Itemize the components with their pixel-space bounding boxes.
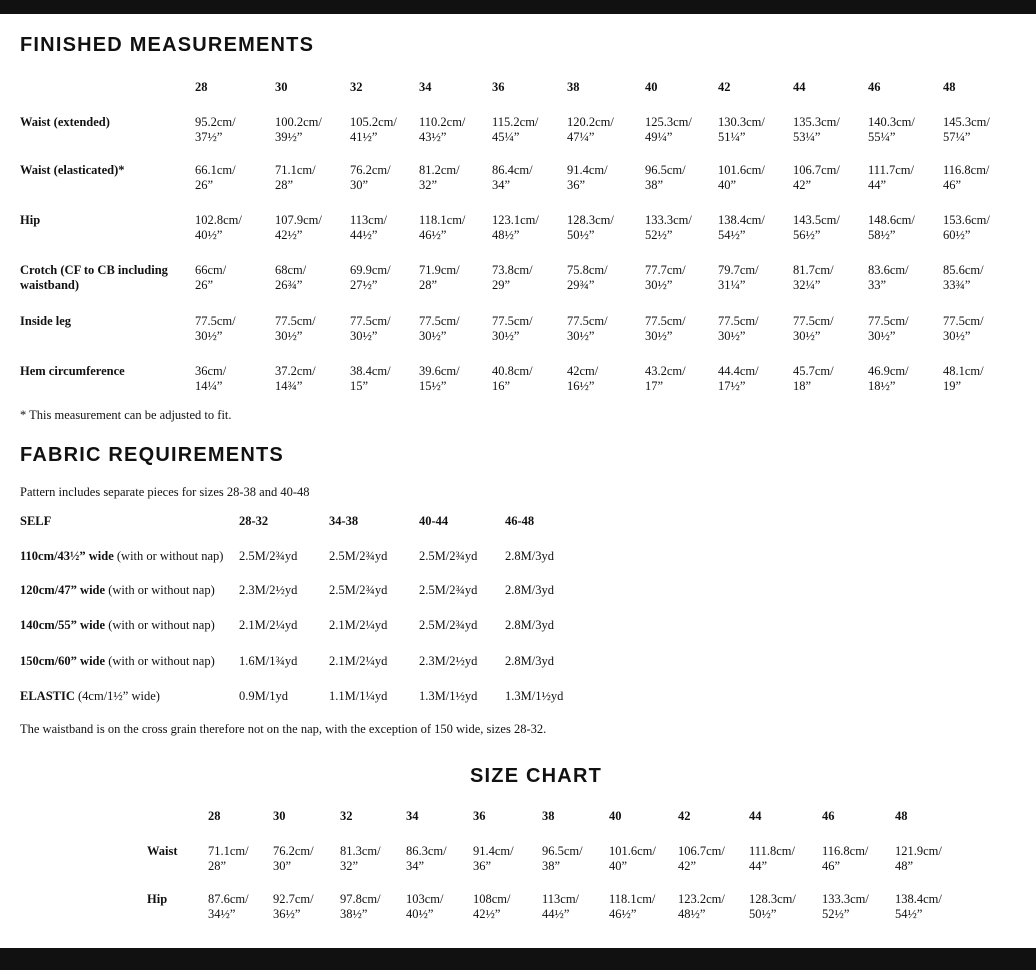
size-chart-cell: 128.3cm/ 50½” — [749, 892, 796, 921]
measurement-cell: 46.9cm/ 18½” — [868, 364, 909, 393]
measurement-cell: 113cm/ 44½” — [350, 213, 388, 242]
fabric-width-detail: (with or without nap) — [105, 654, 215, 668]
measurement-cell: 77.5cm/ 30½” — [275, 314, 316, 343]
size-chart-cell: 76.2cm/ 30” — [273, 844, 314, 873]
fabric-row-label — [20, 583, 215, 598]
fabric-amount-cell: 2.5M/2¾yd — [329, 549, 388, 563]
row-label: Crotch (CF to CB including waistband) — [20, 263, 168, 292]
measurement-cell: 130.3cm/ 51¼” — [718, 115, 765, 144]
row-label: Hip — [20, 213, 41, 227]
size-chart-header: 32 — [340, 809, 353, 823]
size-chart-cell: 123.2cm/ 48½” — [678, 892, 725, 921]
measurement-cell: 95.2cm/ 37½” — [195, 115, 236, 144]
measurement-cell: 85.6cm/ 33¾” — [943, 263, 984, 292]
fabric-width-detail: (with or without nap) — [105, 618, 215, 632]
size-header: 40 — [645, 80, 658, 94]
measurement-cell: 37.2cm/ 14¾” — [275, 364, 316, 393]
fabric-amount-cell: 1.3M/1½yd — [505, 689, 564, 703]
measurement-cell: 133.3cm/ 52½” — [645, 213, 692, 242]
measurement-cell: 43.2cm/ 17” — [645, 364, 686, 393]
size-chart-header: 44 — [749, 809, 762, 823]
measurement-cell: 77.5cm/ 30½” — [943, 314, 984, 343]
size-chart-header: 30 — [273, 809, 286, 823]
measurement-cell: 48.1cm/ 19” — [943, 364, 984, 393]
measurement-cell: 77.5cm/ 30½” — [350, 314, 391, 343]
measurement-cell: 128.3cm/ 50½” — [567, 213, 614, 242]
row-label: Hem circumference — [20, 364, 125, 378]
fabric-amount-cell: 2.1M/2¼yd — [329, 654, 388, 668]
measurement-cell: 40.8cm/ 16” — [492, 364, 533, 393]
size-chart-header: 28 — [208, 809, 221, 823]
fabric-width-label: 120cm/47” wide — [20, 583, 106, 597]
measurement-cell: 73.8cm/ 29” — [492, 263, 533, 292]
measurement-cell: 153.6cm/ 60½” — [943, 213, 990, 242]
size-header: 48 — [943, 80, 956, 94]
measurement-cell: 71.1cm/ 28” — [275, 163, 316, 192]
fabric-amount-cell: 2.5M/2¾yd — [329, 583, 388, 597]
fabric-col-header: 34-38 — [329, 514, 359, 528]
measurement-cell: 115.2cm/ 45¼” — [492, 115, 539, 144]
size-chart-cell: 91.4cm/ 36” — [473, 844, 514, 873]
fabric-row-label — [20, 618, 215, 633]
size-chart-cell: 118.1cm/ 46½” — [609, 892, 656, 921]
size-chart-cell: 138.4cm/ 54½” — [895, 892, 942, 921]
size-chart-cell: 108cm/ 42½” — [473, 892, 511, 921]
size-header: 36 — [492, 80, 505, 94]
size-chart-cell: 87.6cm/ 34½” — [208, 892, 249, 921]
bottom-bar — [0, 948, 1036, 970]
fabric-amount-cell: 0.9M/1yd — [239, 689, 288, 703]
size-chart-cell: 121.9cm/ 48” — [895, 844, 942, 873]
fabric-amount-cell: 2.1M/2¼yd — [239, 618, 298, 632]
size-chart-header: 36 — [473, 809, 486, 823]
measurement-cell: 75.8cm/ 29¾” — [567, 263, 608, 292]
measurement-cell: 68cm/ 26¾” — [275, 263, 307, 292]
measurement-cell: 143.5cm/ 56½” — [793, 213, 840, 242]
measurement-cell: 101.6cm/ 40” — [718, 163, 765, 192]
fabric-col-header: 46-48 — [505, 514, 535, 528]
size-chart-header: 40 — [609, 809, 622, 823]
size-chart-cell: 97.8cm/ 38½” — [340, 892, 381, 921]
size-chart-row-label: Hip — [147, 892, 168, 906]
measurement-cell: 116.8cm/ 46” — [943, 163, 990, 192]
measurement-cell: 66.1cm/ 26” — [195, 163, 236, 192]
size-header: 28 — [195, 80, 208, 94]
measurement-cell: 77.5cm/ 30½” — [419, 314, 460, 343]
measurement-cell: 76.2cm/ 30” — [350, 163, 391, 192]
size-chart-cell: 92.7cm/ 36½” — [273, 892, 314, 921]
measurement-cell: 125.3cm/ 49¼” — [645, 115, 692, 144]
measurement-cell: 66cm/ 26” — [195, 263, 227, 292]
size-header: 34 — [419, 80, 432, 94]
fabric-col-header-self: SELF — [20, 514, 52, 528]
size-chart-cell: 103cm/ 40½” — [406, 892, 444, 921]
size-chart-cell: 101.6cm/ 40” — [609, 844, 656, 873]
size-header: 32 — [350, 80, 363, 94]
fabric-width-label: 110cm/43½” wide — [20, 549, 114, 563]
measurement-cell: 71.9cm/ 28” — [419, 263, 460, 292]
fabric-width-label: 140cm/55” wide — [20, 618, 106, 632]
measurement-cell: 77.5cm/ 30½” — [868, 314, 909, 343]
measurement-cell: 107.9cm/ 42½” — [275, 213, 322, 242]
fabric-amount-cell: 2.8M/3yd — [505, 654, 554, 668]
size-chart-cell: 71.1cm/ 28” — [208, 844, 249, 873]
measurement-cell: 77.5cm/ 30½” — [718, 314, 759, 343]
fabric-row-label — [20, 654, 215, 669]
measurement-cell: 45.7cm/ 18” — [793, 364, 834, 393]
size-chart-cell: 111.8cm/ 44” — [749, 844, 795, 873]
measurement-cell: 77.5cm/ 30½” — [195, 314, 236, 343]
measurement-cell: 83.6cm/ 33” — [868, 263, 909, 292]
fabric-width-label: ELASTIC — [20, 689, 75, 703]
size-header: 42 — [718, 80, 731, 94]
measurement-cell: 36cm/ 14¼” — [195, 364, 227, 393]
measurement-cell: 145.3cm/ 57¼” — [943, 115, 990, 144]
measurement-cell: 140.3cm/ 55¼” — [868, 115, 915, 144]
measurement-cell: 77.5cm/ 30½” — [645, 314, 686, 343]
size-chart-heading: SIZE CHART — [470, 765, 602, 787]
measurement-cell: 81.7cm/ 32¼” — [793, 263, 834, 292]
measurement-cell: 105.2cm/ 41½” — [350, 115, 397, 144]
waistband-note: The waistband is on the cross grain therefore not on the nap, with the exception of 150 wide, sizes 28-32. — [20, 722, 547, 736]
size-chart-header: 34 — [406, 809, 419, 823]
fabric-amount-cell: 1.6M/1¾yd — [239, 654, 298, 668]
measurement-cell: 38.4cm/ 15” — [350, 364, 391, 393]
fabric-col-header: 40-44 — [419, 514, 449, 528]
size-header: 38 — [567, 80, 580, 94]
measurement-cell: 69.9cm/ 27½” — [350, 263, 391, 292]
measurement-cell: 91.4cm/ 36” — [567, 163, 608, 192]
measurement-cell: 81.2cm/ 32” — [419, 163, 460, 192]
measurement-cell: 102.8cm/ 40½” — [195, 213, 242, 242]
fabric-amount-cell: 2.5M/2¾yd — [419, 583, 478, 597]
measurement-cell: 110.2cm/ 43½” — [419, 115, 466, 144]
fabric-amount-cell: 1.1M/1¼yd — [329, 689, 388, 703]
row-label: Waist (extended) — [20, 115, 110, 129]
fabric-width-detail: (4cm/1½” wide) — [74, 689, 160, 703]
measurement-cell: 77.7cm/ 30½” — [645, 263, 686, 292]
fabric-width-detail: (with or without nap) — [105, 583, 215, 597]
measurement-cell: 79.7cm/ 31¼” — [718, 263, 759, 292]
fabric-amount-cell: 2.8M/3yd — [505, 618, 554, 632]
fabric-intro: Pattern includes separate pieces for sizes 28-38 and 40-48 — [20, 485, 310, 499]
measurement-cell: 138.4cm/ 54½” — [718, 213, 765, 242]
fabric-row-label — [20, 689, 160, 704]
measurement-cell: 100.2cm/ 39½” — [275, 115, 322, 144]
fabric-amount-cell: 2.5M/2¾yd — [239, 549, 298, 563]
fabric-width-label: 150cm/60” wide — [20, 654, 106, 668]
top-bar — [0, 0, 1036, 14]
measurement-cell: 77.5cm/ 30½” — [567, 314, 608, 343]
measurement-cell: 77.5cm/ 30½” — [492, 314, 533, 343]
size-header: 30 — [275, 80, 288, 94]
size-chart-header: 42 — [678, 809, 691, 823]
size-chart-cell: 133.3cm/ 52½” — [822, 892, 869, 921]
fabric-amount-cell: 2.3M/2½yd — [419, 654, 478, 668]
size-header: 46 — [868, 80, 881, 94]
fabric-amount-cell: 2.3M/2½yd — [239, 583, 298, 597]
size-header: 44 — [793, 80, 806, 94]
size-chart-cell: 106.7cm/ 42” — [678, 844, 725, 873]
row-label: Waist (elasticated)* — [20, 163, 125, 177]
size-chart-cell: 86.3cm/ 34” — [406, 844, 447, 873]
measurement-cell: 44.4cm/ 17½” — [718, 364, 759, 393]
fabric-amount-cell: 1.3M/1½yd — [419, 689, 478, 703]
footnote: * This measurement can be adjusted to fit. — [20, 408, 232, 422]
fabric-width-detail: (with or without nap) — [113, 549, 224, 563]
measurement-cell: 39.6cm/ 15½” — [419, 364, 460, 393]
size-chart-cell: 81.3cm/ 32” — [340, 844, 381, 873]
size-chart-cell: 113cm/ 44½” — [542, 892, 580, 921]
measurement-cell: 135.3cm/ 53¼” — [793, 115, 840, 144]
size-chart-cell: 96.5cm/ 38” — [542, 844, 583, 873]
fabric-amount-cell: 2.5M/2¾yd — [419, 618, 478, 632]
fabric-amount-cell: 2.8M/3yd — [505, 549, 554, 563]
measurement-cell: 77.5cm/ 30½” — [793, 314, 834, 343]
fabric-col-header: 28-32 — [239, 514, 269, 528]
measurement-cell: 148.6cm/ 58½” — [868, 213, 915, 242]
finished-measurements-heading: FINISHED MEASUREMENTS — [20, 34, 315, 56]
measurement-cell: 120.2cm/ 47¼” — [567, 115, 614, 144]
row-label: Inside leg — [20, 314, 72, 328]
measurement-cell: 42cm/ 16½” — [567, 364, 599, 393]
measurement-cell: 111.7cm/ 44” — [868, 163, 914, 192]
size-chart-header: 38 — [542, 809, 555, 823]
fabric-requirements-heading: FABRIC REQUIREMENTS — [20, 444, 284, 466]
measurement-cell: 106.7cm/ 42” — [793, 163, 840, 192]
size-chart-cell: 116.8cm/ 46” — [822, 844, 869, 873]
measurement-cell: 86.4cm/ 34” — [492, 163, 533, 192]
measurement-cell: 118.1cm/ 46½” — [419, 213, 466, 242]
fabric-amount-cell: 2.8M/3yd — [505, 583, 554, 597]
fabric-amount-cell: 2.1M/2¼yd — [329, 618, 388, 632]
fabric-row-label — [20, 549, 223, 564]
measurement-cell: 96.5cm/ 38” — [645, 163, 686, 192]
measurement-cell: 123.1cm/ 48½” — [492, 213, 539, 242]
size-chart-header: 48 — [895, 809, 908, 823]
size-chart-row-label: Waist — [147, 844, 178, 858]
fabric-amount-cell: 2.5M/2¾yd — [419, 549, 478, 563]
size-chart-header: 46 — [822, 809, 835, 823]
